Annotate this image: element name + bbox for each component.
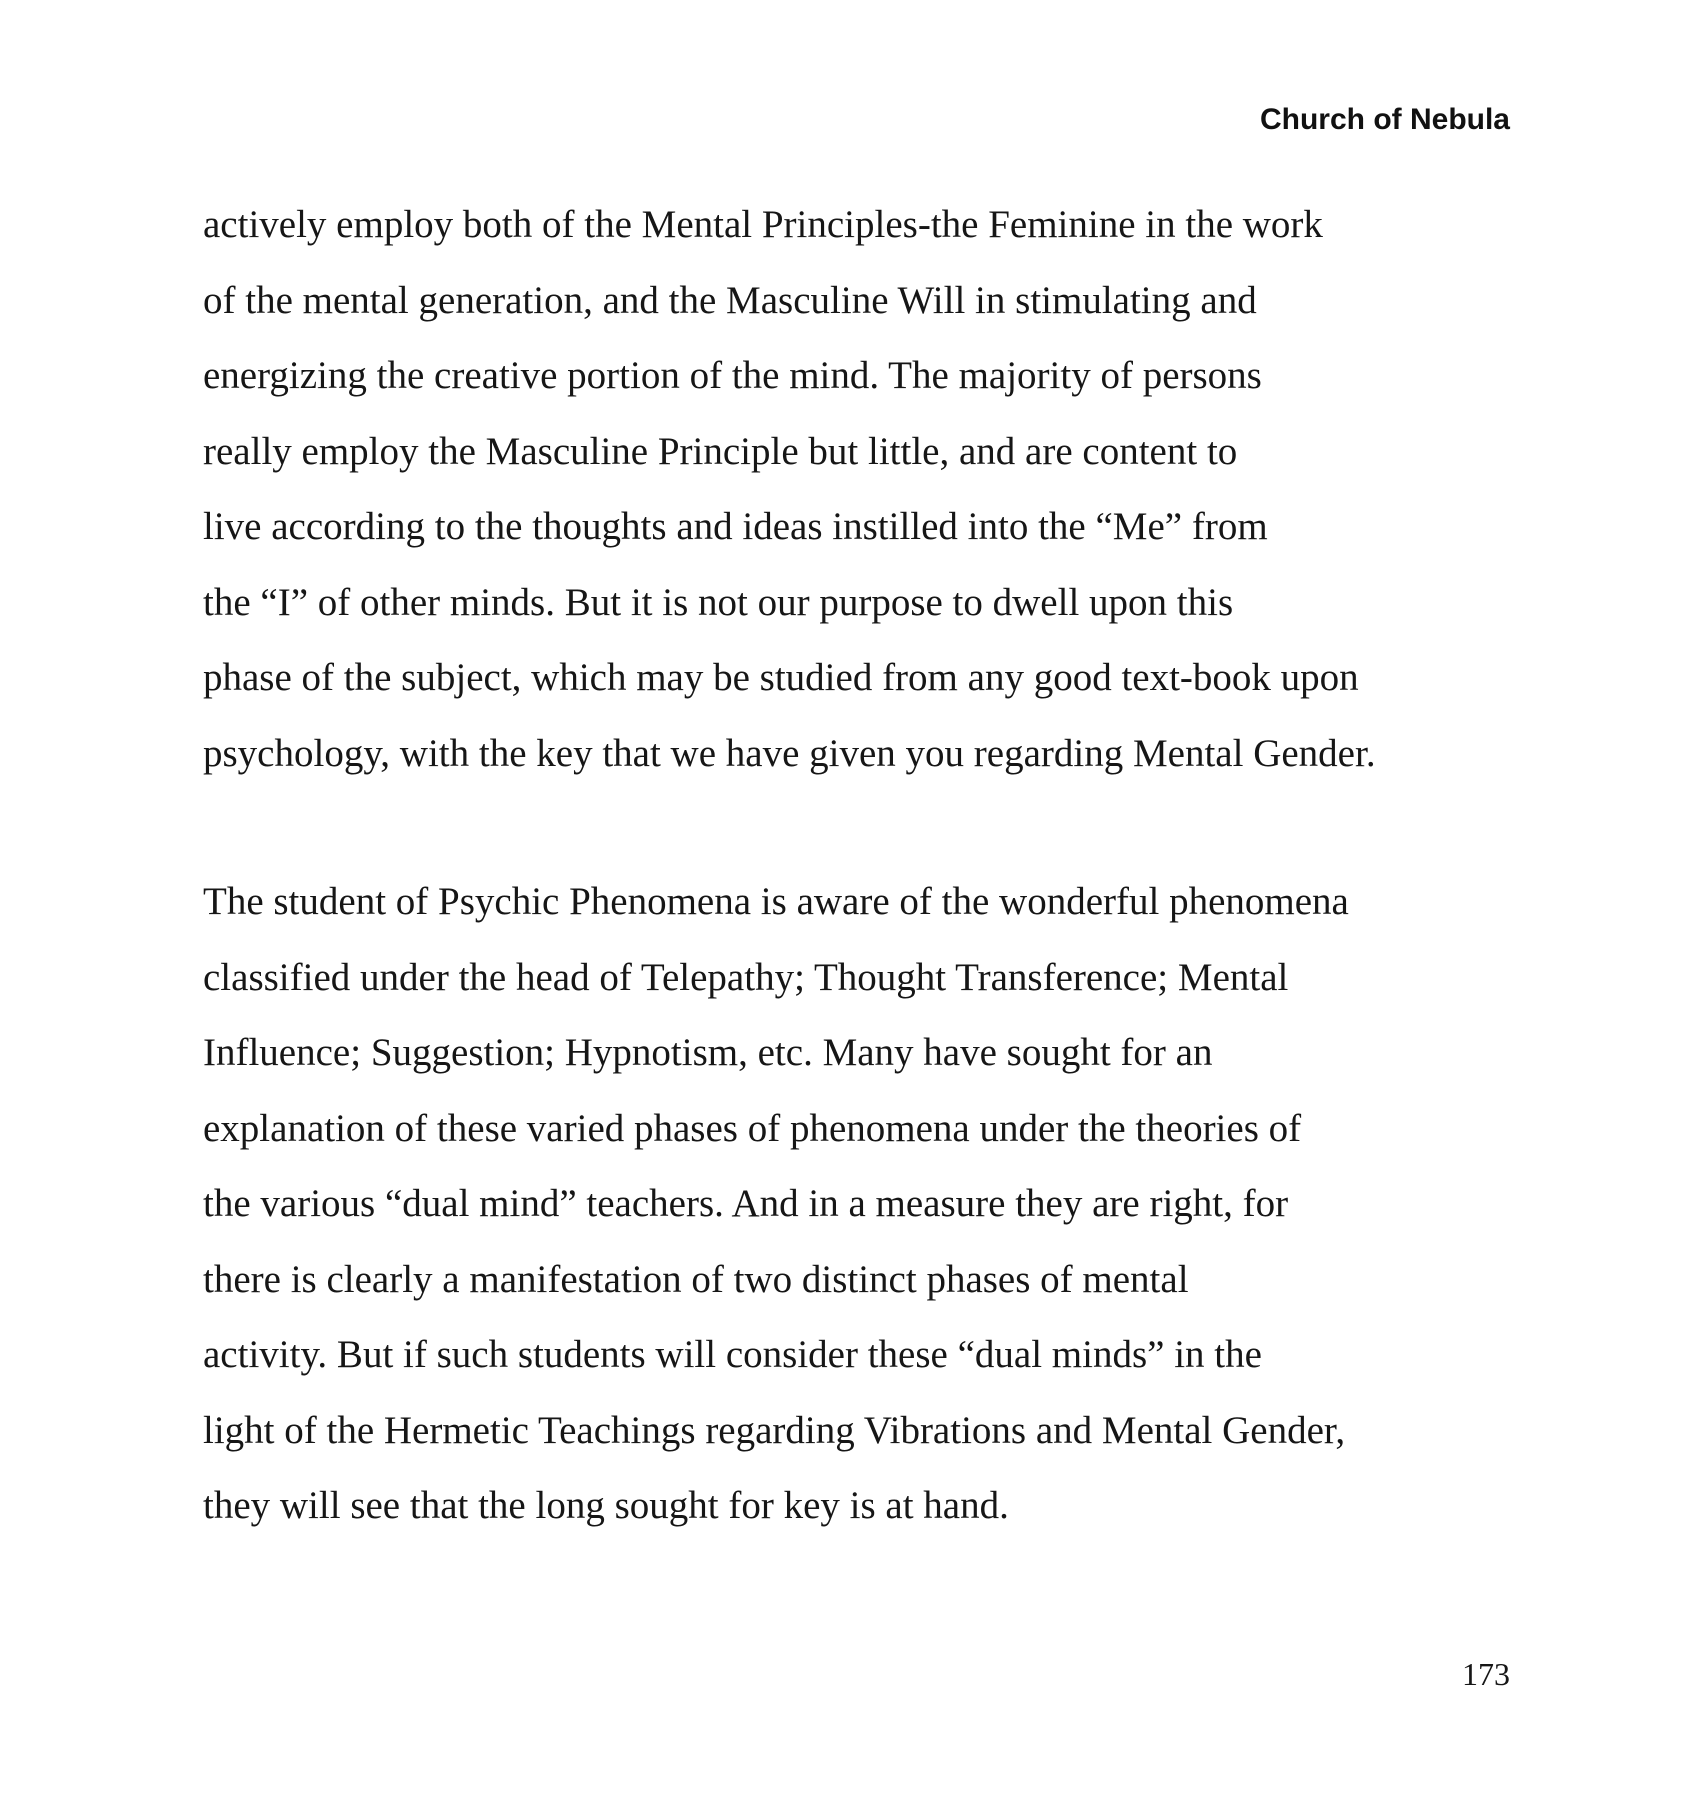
text-line: the various “dual mind” teachers. And in a measure they are right, for xyxy=(203,1182,1289,1225)
text-line: the “I” of other minds. But it is not our purpose to dwell upon this xyxy=(203,580,1234,624)
text-line: there is clearly a manifestation of two distinct phases of mental xyxy=(203,1257,1189,1301)
text-line: they will see that the long sought for key is at hand. xyxy=(203,1484,1009,1527)
page-number: 173 xyxy=(1462,1656,1510,1692)
text-line: The student of Psychic Phenomena is aware of the wonderful phenomena xyxy=(203,880,1349,923)
text-line: classified under the head of Telepathy; Thought Transference; Mental xyxy=(203,955,1289,999)
text-line: really employ the Masculine Principle but little, and are content to xyxy=(203,429,1238,473)
text-line: explanation of these varied phases of phenomena under the theories of xyxy=(203,1106,1302,1150)
text-line: live according to the thoughts and ideas instilled into the “Me” from xyxy=(203,505,1268,548)
text-line: actively employ both of the Mental Principles-the Feminine in the work xyxy=(203,203,1323,246)
text-line: phase of the subject, which may be studied from any good text-book upon xyxy=(203,656,1359,699)
paragraph-spacer xyxy=(203,791,1523,864)
paragraph xyxy=(203,864,1523,1544)
text-line: activity. But if such students will consider these “dual minds” in the xyxy=(203,1333,1262,1376)
text-line: energizing the creative portion of the mind. The majority of persons xyxy=(203,354,1262,397)
paragraph xyxy=(203,187,1523,791)
text-line: psychology, with the key that we have given you regarding Mental Gender. xyxy=(203,731,1376,775)
text-line: of the mental generation, and the Masculine Will in stimulating and xyxy=(203,278,1257,322)
running-header-title: Church of Nebula xyxy=(1259,103,1510,136)
text-line: Influence; Suggestion; Hypnotism, etc. Many have sought for an xyxy=(203,1031,1213,1074)
page-body xyxy=(203,187,1523,1544)
text-line: light of the Hermetic Teachings regarding Vibrations and Mental Gender, xyxy=(203,1408,1346,1452)
